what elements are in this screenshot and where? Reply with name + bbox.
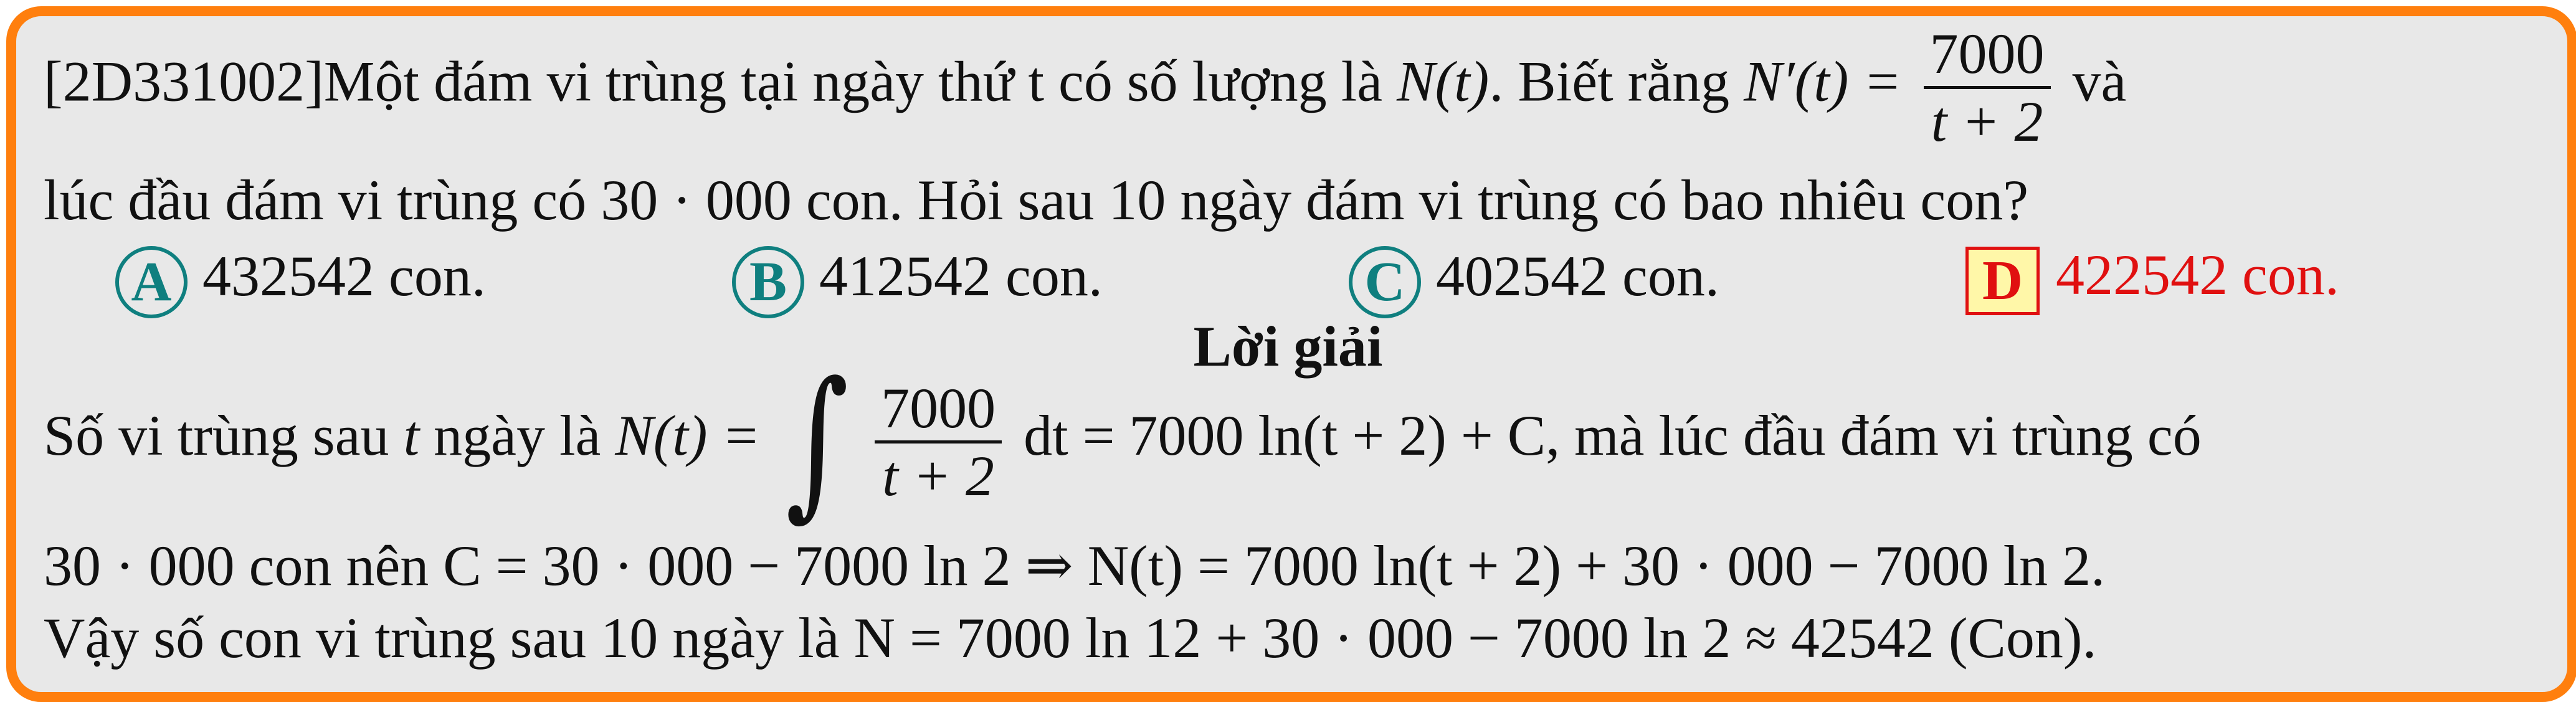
option-c[interactable] (1349, 246, 1719, 318)
problem-n-prime: N′(t) = (1744, 49, 1902, 113)
option-a-letter: A (115, 246, 188, 318)
option-a[interactable] (115, 246, 486, 318)
solution-line-3: Vậy số con vi trùng sau 10 ngày là N = 7000 ln 12 + 30 · 000 − 7000 ln 2 ≈ 42542 (Con). (44, 606, 2097, 670)
option-c-letter: C (1349, 246, 1421, 318)
problem-line-1 (44, 22, 2127, 153)
problem-n-t: N(t) (1397, 49, 1490, 113)
problem-text-3: và (2072, 49, 2127, 113)
option-b-letter: B (732, 246, 804, 318)
option-c-text: 402542 con. (1436, 244, 1719, 308)
option-b-text: 412542 con. (819, 244, 1103, 308)
problem-frac-num: 7000 (1924, 25, 2051, 89)
problem-frac-den: t + 2 (1931, 90, 2043, 153)
solution-title: Lời giải (1193, 315, 1383, 378)
problem-text-1: Một đám vi trùng tại ngày thứ t có số lượng là (323, 49, 1397, 113)
integral-sign: ∫ (785, 348, 849, 536)
solution-n-t: N(t) = (615, 404, 761, 468)
problem-line-2: lúc đầu đám vi trùng có 30 · 000 con. Hỏi sau 10 ngày đám vi trùng có bao nhiêu con? (44, 168, 2029, 232)
option-d-letter: D (1965, 247, 2040, 315)
problem-fraction (1924, 22, 2051, 153)
solution-text-1a: Số vi trùng sau (44, 404, 404, 468)
solution-text-1c: dt = 7000 ln(t + 2) + C, mà lúc đầu đám vi trùng có (1009, 404, 2202, 468)
problem-text-2: . Biết rằng (1489, 49, 1744, 113)
option-a-text: 432542 con. (202, 244, 486, 308)
option-b[interactable] (732, 246, 1103, 318)
solution-t: t (403, 404, 420, 468)
solution-line-2: 30 · 000 con nên C = 30 · 000 − 7000 ln 2 ⇒ N(t) = 7000 ln(t + 2) + 30 · 000 − 7000 ln 2. (44, 534, 2106, 597)
problem-code: [2D331002] (44, 49, 324, 113)
solution-frac-den: t + 2 (882, 443, 994, 508)
option-d-text: 422542 con. (2056, 243, 2339, 306)
solution-frac-num: 7000 (875, 379, 1002, 443)
solution-fraction (875, 376, 1002, 508)
solution-line-1 (44, 348, 2202, 536)
solution-text-1b: ngày là (419, 404, 615, 468)
option-d[interactable] (1965, 243, 2339, 315)
